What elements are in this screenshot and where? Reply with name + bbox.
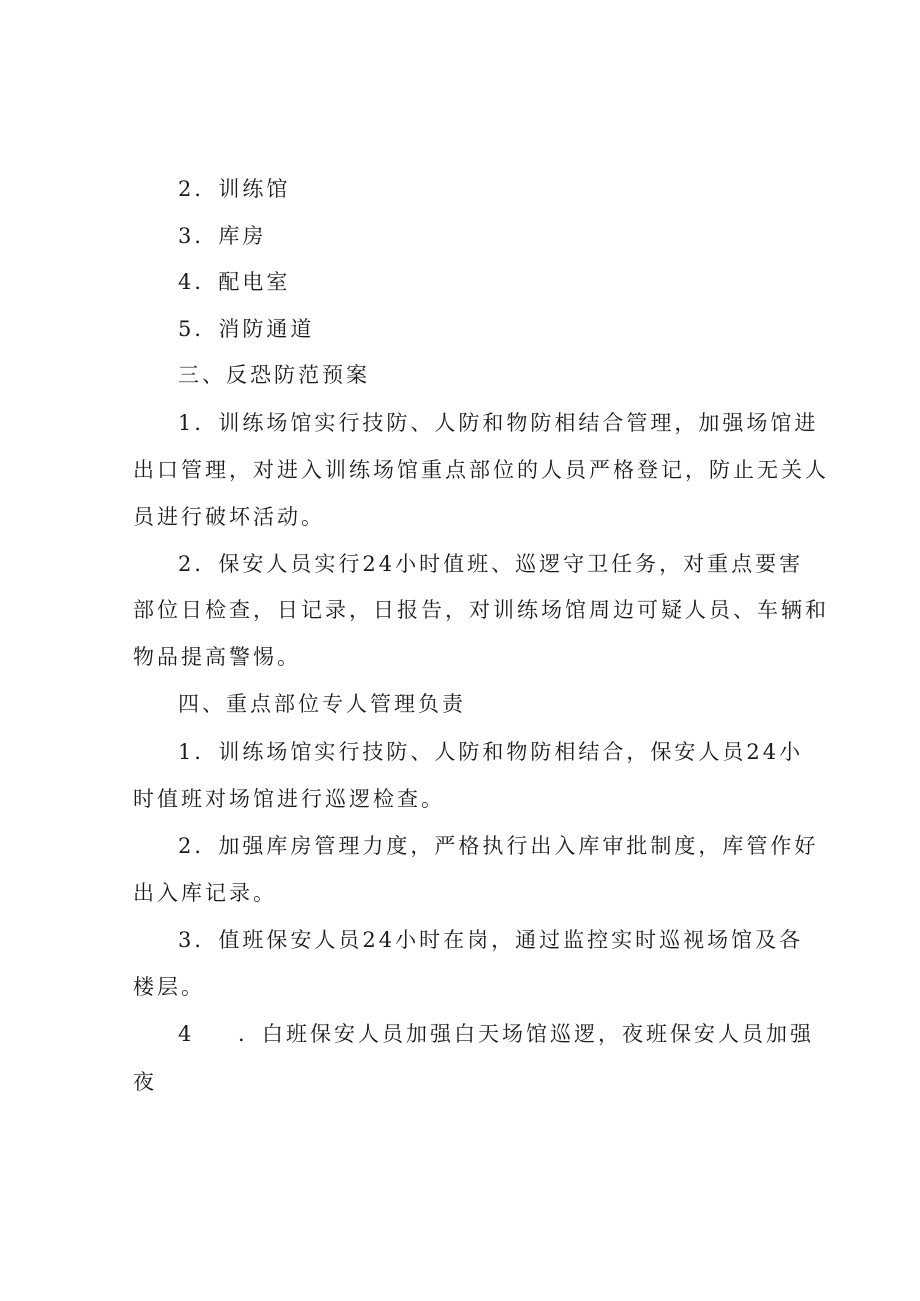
paragraph-line: ．白班保安人员加强白天场馆巡逻，夜班保安人员加强 <box>238 1022 814 1046</box>
paragraph-line: 出口管理，对进入训练场馆重点部位的人员严格登记，防止无关人 <box>133 458 829 482</box>
paragraph-line: 时值班对场馆进行巡逻检查。 <box>133 787 445 811</box>
list-item-training-hall: 2．训练馆 <box>178 177 291 201</box>
paragraph-line: 1．训练场馆实行技防、人防和物防相结合管理，加强场馆进 <box>178 411 819 435</box>
paragraph-line: 夜 <box>133 1070 157 1094</box>
list-item-power-room: 4．配电室 <box>178 270 291 294</box>
paragraph-line: 2．加强库房管理力度，严格执行出入库审批制度，库管作好 <box>178 834 819 858</box>
section-heading-key-areas: 四、重点部位专人管理负责 <box>178 692 466 716</box>
item-number: 4 <box>178 1022 195 1046</box>
list-item-fire-passage: 5．消防通道 <box>178 317 315 341</box>
paragraph-line: 物品提高警惕。 <box>133 645 301 669</box>
section-heading-anti-terror: 三、反恐防范预案 <box>178 363 370 387</box>
paragraph-line: 2．保安人员实行24小时值班、巡逻守卫任务，对重点要害 <box>178 552 804 576</box>
paragraph-line: 员进行破坏活动。 <box>133 505 325 529</box>
paragraph-line: 出入库记录。 <box>133 881 277 905</box>
paragraph-line: 部位日检查，日记录，日报告，对训练场馆周边可疑人员、车辆和 <box>133 598 829 622</box>
paragraph-line: 1．训练场馆实行技防、人防和物防相结合，保安人员24小 <box>178 740 804 764</box>
paragraph-line: 3．值班保安人员24小时在岗，通过监控实时巡视场馆及各 <box>178 928 804 952</box>
paragraph-line: 楼层。 <box>133 975 205 999</box>
list-item-warehouse: 3．库房 <box>178 224 267 248</box>
